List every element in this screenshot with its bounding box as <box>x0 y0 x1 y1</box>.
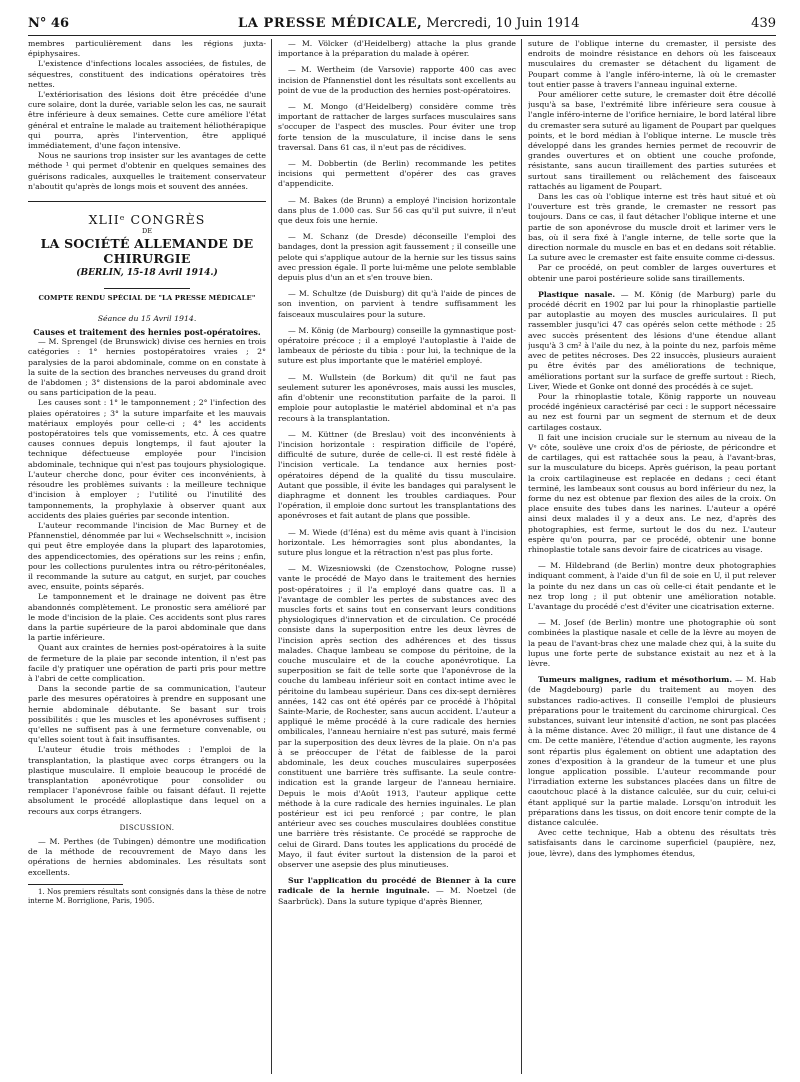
paragraph: — M. Mongo (d'Heidelberg) considère comme très important de rattacher de larges surfaces musculaires sans s'occuper de l'aspect des muscles. Pour éviter une trop forte tension de la musculature, il incise dans le sens traversal. Dans 61 cas, il n'eut pas de récidives. <box>278 102 516 152</box>
column-1 <box>28 39 266 1074</box>
society-title: LA SOCIÉTÉ ALLEMANDE DE CHIRURGIE <box>40 236 254 267</box>
session-date: Séance du 15 Avril 1914. <box>97 314 197 324</box>
header-rule <box>28 35 776 36</box>
paragraph: L'auteur étudie trois méthodes : l'emploi de la transplantation, la plastique avec corps étrangers ou la plastique musculaire. Il emploie beaucoup le procédé de transplantation aponévrotique pour consolider ou remplacer l'aponévrose faible ou faisant défaut. Il rejette absolument le procédé alloplastique dans lequel on a recours aux corps étrangers. <box>28 745 266 816</box>
paragraph: Avec cette technique, Hab a obtenu des résultats très satisfaisants dans le carcinome superficiel (paupière, nez, joue, lèvre), dans des lymphomes étendus, <box>528 828 776 858</box>
paragraph: Nous ne saurions trop insister sur les avantages de cette méthode ¹ qui permet d'obtenir en quelques semaines des guérisons radicales, auxquelles le traitement conservateur n'aboutit qu'après de longs mois et souvent des années. <box>28 151 266 191</box>
paragraph <box>278 876 516 907</box>
column-divider <box>521 39 522 1074</box>
paragraph: — M. Wullstein (de Borkum) dit qu'il ne faut pas seulement suturer les aponévroses, mais aussi les muscles, afin d'obtenir une reconstitution parfaite de la paroi. Il emploie pour autoplastie le matériel abdominal et n'a pas recours à la transplantation. <box>278 372 516 423</box>
paragraph: Dans les cas où l'oblique interne est très haut situé et où l'ouverture est très grande, le cremaster ne ressort pas toujours. Dans ce cas, il faut détacher l'oblique interne et une partie de son aponévrose du muscle droit et larimer vers le bas, où il sera fixé à l'angle interne, de telle sorte que la direction normale du muscle en bas et en dedans soit rétablie. La suture avec le cremaster est faite ensuite comme ci-dessus. <box>528 192 776 263</box>
paragraph: L'existence d'infections locales associées, de fistules, de séquestres, constituent des indications opératoires très nettes. <box>28 59 266 89</box>
paragraph: L'extériorisation des lésions doit être précédée d'une cure solaire, dont la durée, variable selon les cas, ne saurait être inférieure à deux semaines. Cette cure améliore l'état général et entraîne le malade au traitement héliothérapique qui pourra, après l'intervention, être appliqué immédiatement, d'une façon intensive. <box>28 90 266 151</box>
paragraph: — M. König (de Marbourg) conseille la gymnastique post-opératoire précoce ; il a employé l'autoplastie à l'aide de lambeaux de périoste du tibia : pour lui, la technique de la suture est plus importante que le matériel employé. <box>278 325 516 366</box>
footnote-rule <box>28 884 123 885</box>
section-heading: Sur l'application du procédé de Bienner à la cure radicale de la hernie inguinale. <box>278 876 516 896</box>
congress-place-date: (BERLIN, 15-18 Avril 1914.) <box>76 268 218 279</box>
paragraph: Pour améliorer cette suture, le cremaster doit être décollé jusqu'à sa base, l'extrémité libre inférieure sera cousue à l'angle inféro-interne de l'orifice herniaire, le bord latéral libre du cremaster sera suturé au ligament de Poupart par quelques points, et le bord médian à l'oblique interne. Le muscle très développé dans les grandes hernies permet de recouvrir de grandes ouvertures et on obtient une couche profonde, résistante, sans aucun tiraillement des parties suturées et surtout sans tiraillement ou relâchement des faisceaux rattachés au ligament de Poupart. <box>528 90 776 191</box>
footnote: 1. Nos premiers résultats sont consignés dans la thèse de notre interne M. Borriglione, Paris, 1905. <box>28 887 266 905</box>
paragraph: membres particulièrement dans les régions juxta-épiphysaires. <box>28 39 266 59</box>
paragraph-text: — M. Hab (de Magdebourg) parle du traitement au moyen des substances radio-actives. Il conseille l'emploi de plusieurs préparations pour le traitement du carcinome chirurgical. Ces substances, suivant leur intensité d'action, ne sont pas placées à la même distance. Avec 20 milligr., il faut une distance de 4 cm. De cette manière, l'étendue d'action augmente, les rayons sont répartis plus également on obtient une adaptation des zones d'exposition à la grandeur de la tumeur et une plus longue application possible. L'auteur recommande pour l'irradiation externe les substances placées dans un filtre de caoutchouc placé à la distance calculée, sur du cuir, celui-ci étant appliqué sur la partie malade. Lorsqu'on introduit les préparations dans les tissus, on doit encore tenir compte de la distance calculée. <box>528 675 776 828</box>
report-heading: COMPTE RENDU SPÉCIAL DE "LA PRESSE MÉDICALE" <box>38 294 256 303</box>
issue-date: Mercredi, 10 Juin 1914 <box>426 16 580 31</box>
paragraph: — M. Schultze (de Duisburg) dit qu'à l'aide de pinces de son invention, on parvient à tendre suffisamment les faisceaux musculaires pour la suture. <box>278 289 516 319</box>
section-heading: Causes et traitement des hernies post-opératoires. <box>33 327 261 338</box>
paragraph: Pour la rhinoplastie totale, König rapporte un nouveau procédé ingénieux caractérisé par ceci : le support nécessaire au nez est fourni par un segment de sternum et de deux cartilages costaux. <box>528 391 776 432</box>
paragraph <box>528 290 776 392</box>
column-3 <box>528 39 776 1074</box>
paragraph: Le tamponnement et le drainage ne doivent pas être abandonnés complètement. Le pronostic sera amélioré par le mode d'incision de la plaie. Ces accidents sont plus rares dans la partie supérieure de la paroi abdominale que dans la partie inférieure. <box>28 592 266 643</box>
paragraph: L'auteur recommande l'incision de Mac Burney et de Pfannenstiel, dénommée par lui « Wechselschnitt », incision qui peut être employée dans la plupart des laparotomies, des appendicectomies, des opérations sur les reins ; enfin, pour les collections purulentes intra ou rétro-péritonéales, il recommande la suture au catgut, en surjet, par couches avec, ensuite, points séparés. <box>28 520 266 592</box>
paragraph-text: — M. Noetzel (de Saarbrück). Dans la suture typique d'après Bienner, <box>278 886 516 906</box>
paragraph: — M. Wertheim (de Varsovie) rapporte 400 cas avec incision de Pfannenstiel dont les résultats sont excellents au point de vue de la production des hernies post-opératoires. <box>278 65 516 95</box>
section-heading: Tumeurs malignes, radium et mésothorium. <box>538 675 733 685</box>
discussion-heading: DISCUSSION. <box>119 823 175 832</box>
paragraph: — M. Wizesniowski (de Czenstochow, Pologne russe) vante le procédé de Mayo dans le traitement des hernies post-opératoires ; il l'a employé dans quatre cas. Il a l'avantage de combler les pertes de substances avec des muscles forts et sains tout en conservant leurs conditions physiologiques d'innervation et de circulation. Ce procédé consiste dans la superposition entre les deux lèvres de l'incision après section des adhérences et des tissus malades. Chaque lambeau se compose du péritoine, de la couche musculaire et de la couche aponévrotique. La superposition se fait de telle sorte que l'aponévrose de la couche du lambeau inférieur soit en contact intime avec le péritoine du lambeau supérieur. Dans ces dix-sept dernières années, 142 cas ont été opérés par ce procédé à l'hôpital Sainte-Marie, de Rochester, sans aucun accident. L'auteur a appliqué le même procédé à la cure radicale des hernies ombilicales, l'anneau herniaire n'est pas suturé, mais fermé par la superposition des deux lèvres de la plaie. On n'a pas à se préoccuper de l'état de faiblesse de la paroi abdominale, les deux couches musculaires superposées constituent une barrière très suffisante. La seule contre-indication est la grande largeur de l'anneau herniaire. Depuis le mois d'Août 1913, l'auteur applique cette méthode à la cure radicale des hernies inguinales. Le plan postérieur est ici peu renforcé ; par contre, le plan antérieur avec ses couches musculaires doublées constitue une barrière très résistante. Ce procédé se rapproche de celui de Girard. Dans toutes les applications du procédé de Mayo, il faut éviter surtout la distension de la paroi et observer une asepsie des plus minutieuses. <box>278 564 516 870</box>
paragraph: — M. Völcker (d'Heidelberg) attache la plus grande importance à la préparation du malade à opérer. <box>278 39 516 59</box>
paragraph: Dans la seconde partie de sa communication, l'auteur parle des mesures opératoires à prendre en supposant une hernie abdominale débutante. Se basant sur trois possibilités : que les muscles et les aponévroses suffisent ; qu'elles ne suffisent pas à une fermeture convenable, ou qu'elles soient tout à fait insuffisantes. <box>28 684 266 745</box>
section-heading: Plastique nasale. <box>538 289 616 299</box>
paragraph: Les causes sont : 1° le tamponnement ; 2° l'infection des plaies opératoires ; 3° la suture imparfaite et les mauvais matériaux employés pour celle-ci ; 4° les accidents postopératoires tels que vomissements, etc. À ces quatre causes connues depuis longtemps, il faut ajouter la technique défectueuse employée pour l'incision abdominale, technique qui n'est pas toujours physiologique. L'auteur cherche donc, pour éviter ces inconvénients, à résoudre les problèmes suivants : la meilleure technique d'incision à employer ; l'utilité ou l'inutilité des tamponnements, la prophylaxie à observer quant aux accidents des plaies guéries par seconde intention. <box>28 398 266 520</box>
column-2 <box>278 39 516 1074</box>
congress-title: XLIIᵉ CONGRÈS <box>88 212 206 228</box>
section-rule <box>28 201 266 202</box>
paragraph: — M. Sprengel (de Brunswick) divise ces hernies en trois catégories : 1° hernies postopératoires vraies ; 2° paralysies de la paroi abdominale, comme on en constate à la suite de la section des branches nerveuses du grand droit de l'abdomen ; 3° distensions de la paroi abdominale avec ou sans participation de la peau. <box>28 337 266 398</box>
paragraph: — M. Küttner (de Breslau) voit des inconvénients à l'incision horizontale : respiration difficile de l'opéré, difficulté de suture, durée de celle-ci. Il est resté fidèle à l'incision verticale. La tendance aux hernies post-opératoires dépend de la qualité du tissu musculaire. Autant que possible, il évite les bandages qui paralysent le diaphragme et donnent les troubles cardiaques. Pour l'opération, il emploie donc surtout les transplantations des aponévroses et fait autant de plans que possible. <box>278 429 516 521</box>
paragraph: — M. Wiede (d'Iéna) est du même avis quant à l'incision horizontale. Les hémorragies sont plus abondantes, la suture plus longue et la rétraction n'est pas plus forte. <box>278 527 516 557</box>
paragraph: — M. Hildebrand (de Berlin) montre deux photographies indiquant comment, à l'aide d'un fil de soie en U, il put relever la pointe du nez dans un cas où celle-ci était pendante et le nez trop long ; il put obtenir une amélioration notable. L'avantage du procédé c'est d'éviter une cicatrisation externe. <box>528 561 776 611</box>
paragraph: Par ce procédé, on peut combler de larges ouvertures et obtenir une paroi postérieure solide sans tiraillements. <box>528 263 776 283</box>
congress-de: DE <box>142 227 152 236</box>
issue-number: N° 46 <box>28 16 69 31</box>
journal-line <box>238 16 580 31</box>
paragraph: Quant aux craintes de hernies post-opératoires à la suite de fermeture de la plaie par seconde intention, il n'est pas facile d'y pratiquer une opération de parti pris pour mettre à l'abri de cette complication. <box>28 643 266 683</box>
paragraph: — M. Perthes (de Tubingen) démontre une modification de la méthode de recouvrement de Mayo dans les opérations de hernies abdominales. Les résultats sont excellents. <box>28 837 266 877</box>
paragraph: — M. Dobbertin (de Berlin) recommande les petites incisions qui permettent d'opérer des cas graves d'appendicite. <box>278 159 516 189</box>
paragraph: — M. Schanz (de Dresde) déconseille l'emploi des bandages, dont la pression agit faussement ; il conseille une pelote qui s'applique autour de la hernie sur les tissus sains avec pression égale. Il porte lui-même une pelote semblable depuis plus d'un an et s'en trouve bien. <box>278 232 516 283</box>
paragraph-text: — M. König (de Marburg) parle du procédé décrit en 1902 par lui pour la rhinoplastie partielle par autoplastie au moyen des muscles auriculaires. Il put rassembler jusqu'ici 47 cas opérés selon cette méthode : 25 avec succès présentent des lésions d'une étendue allant jusqu'à 3 cm² à l'aile du nez, à la pointe du nez, parfois même avec de petites nécroses. Des 22 insuccès, plusieurs auraient pu être évités par des améliorations de technique, améliorations portant sur la surface de greffe surtout : Riech, Liver, Wiede et Gonke ont donné des procédés à ce sujet. <box>528 289 776 391</box>
column-divider <box>271 39 272 1074</box>
title-rule <box>104 288 190 289</box>
paragraph <box>528 675 776 828</box>
paragraph: — M. Josef (de Berlin) montre une photographie où sont combinées la plastique nasale et celle de la lèvre au moyen de la peau de l'avant-bras chez une malade chez qui, à la suite du lupus une forte perte de substance existait au nez et à la lèvre. <box>528 618 776 668</box>
paragraph: — M. Bakes (de Brunn) a employé l'incision horizontale dans plus de 1.000 cas. Sur 56 cas qu'il put suivre, il n'eut que deux fois une hernie. <box>278 195 516 226</box>
paragraph: suture de l'oblique interne du cremaster, il persiste des endroits de moindre résistance en dehors où les faisceaux musculaires du cremaster se détachent du ligament de Poupart comme à l'angle inféro-interne, là où le cremaster tout entier passe à travers l'anneau inguinal externe. <box>528 39 776 89</box>
journal-name: LA PRESSE MÉDICALE, <box>238 16 423 31</box>
paragraph: Il fait une incision cruciale sur le sternum au niveau de la Vᵉ côte, soulève une croix d'os de périoste, de péricondre et de cartilages, qui est rattachée sous la peau, à l'avant-bras, sur la musculature du biceps. Après guérison, la peau portant la croix cartilagineuse est replacée en dedans ; ceci étant terminé, les lambeaux sont cousus au bord inférieur du nez, la forme du nez est obtenue par flexion des ailes de la croix. On place ensuite des tubes dans les narines. L'auteur a opéré ainsi deux malades il y a deux ans. Le nez, d'après des photographies, est ferme, surtout le dos du nez. L'auteur espère qu'on pourra, par ce procédé, obtenir une bonne rhinoplastie totale sans devoir faire de cicatrices au visage. <box>528 432 776 554</box>
running-header <box>28 14 776 34</box>
page-number: 439 <box>751 16 776 31</box>
